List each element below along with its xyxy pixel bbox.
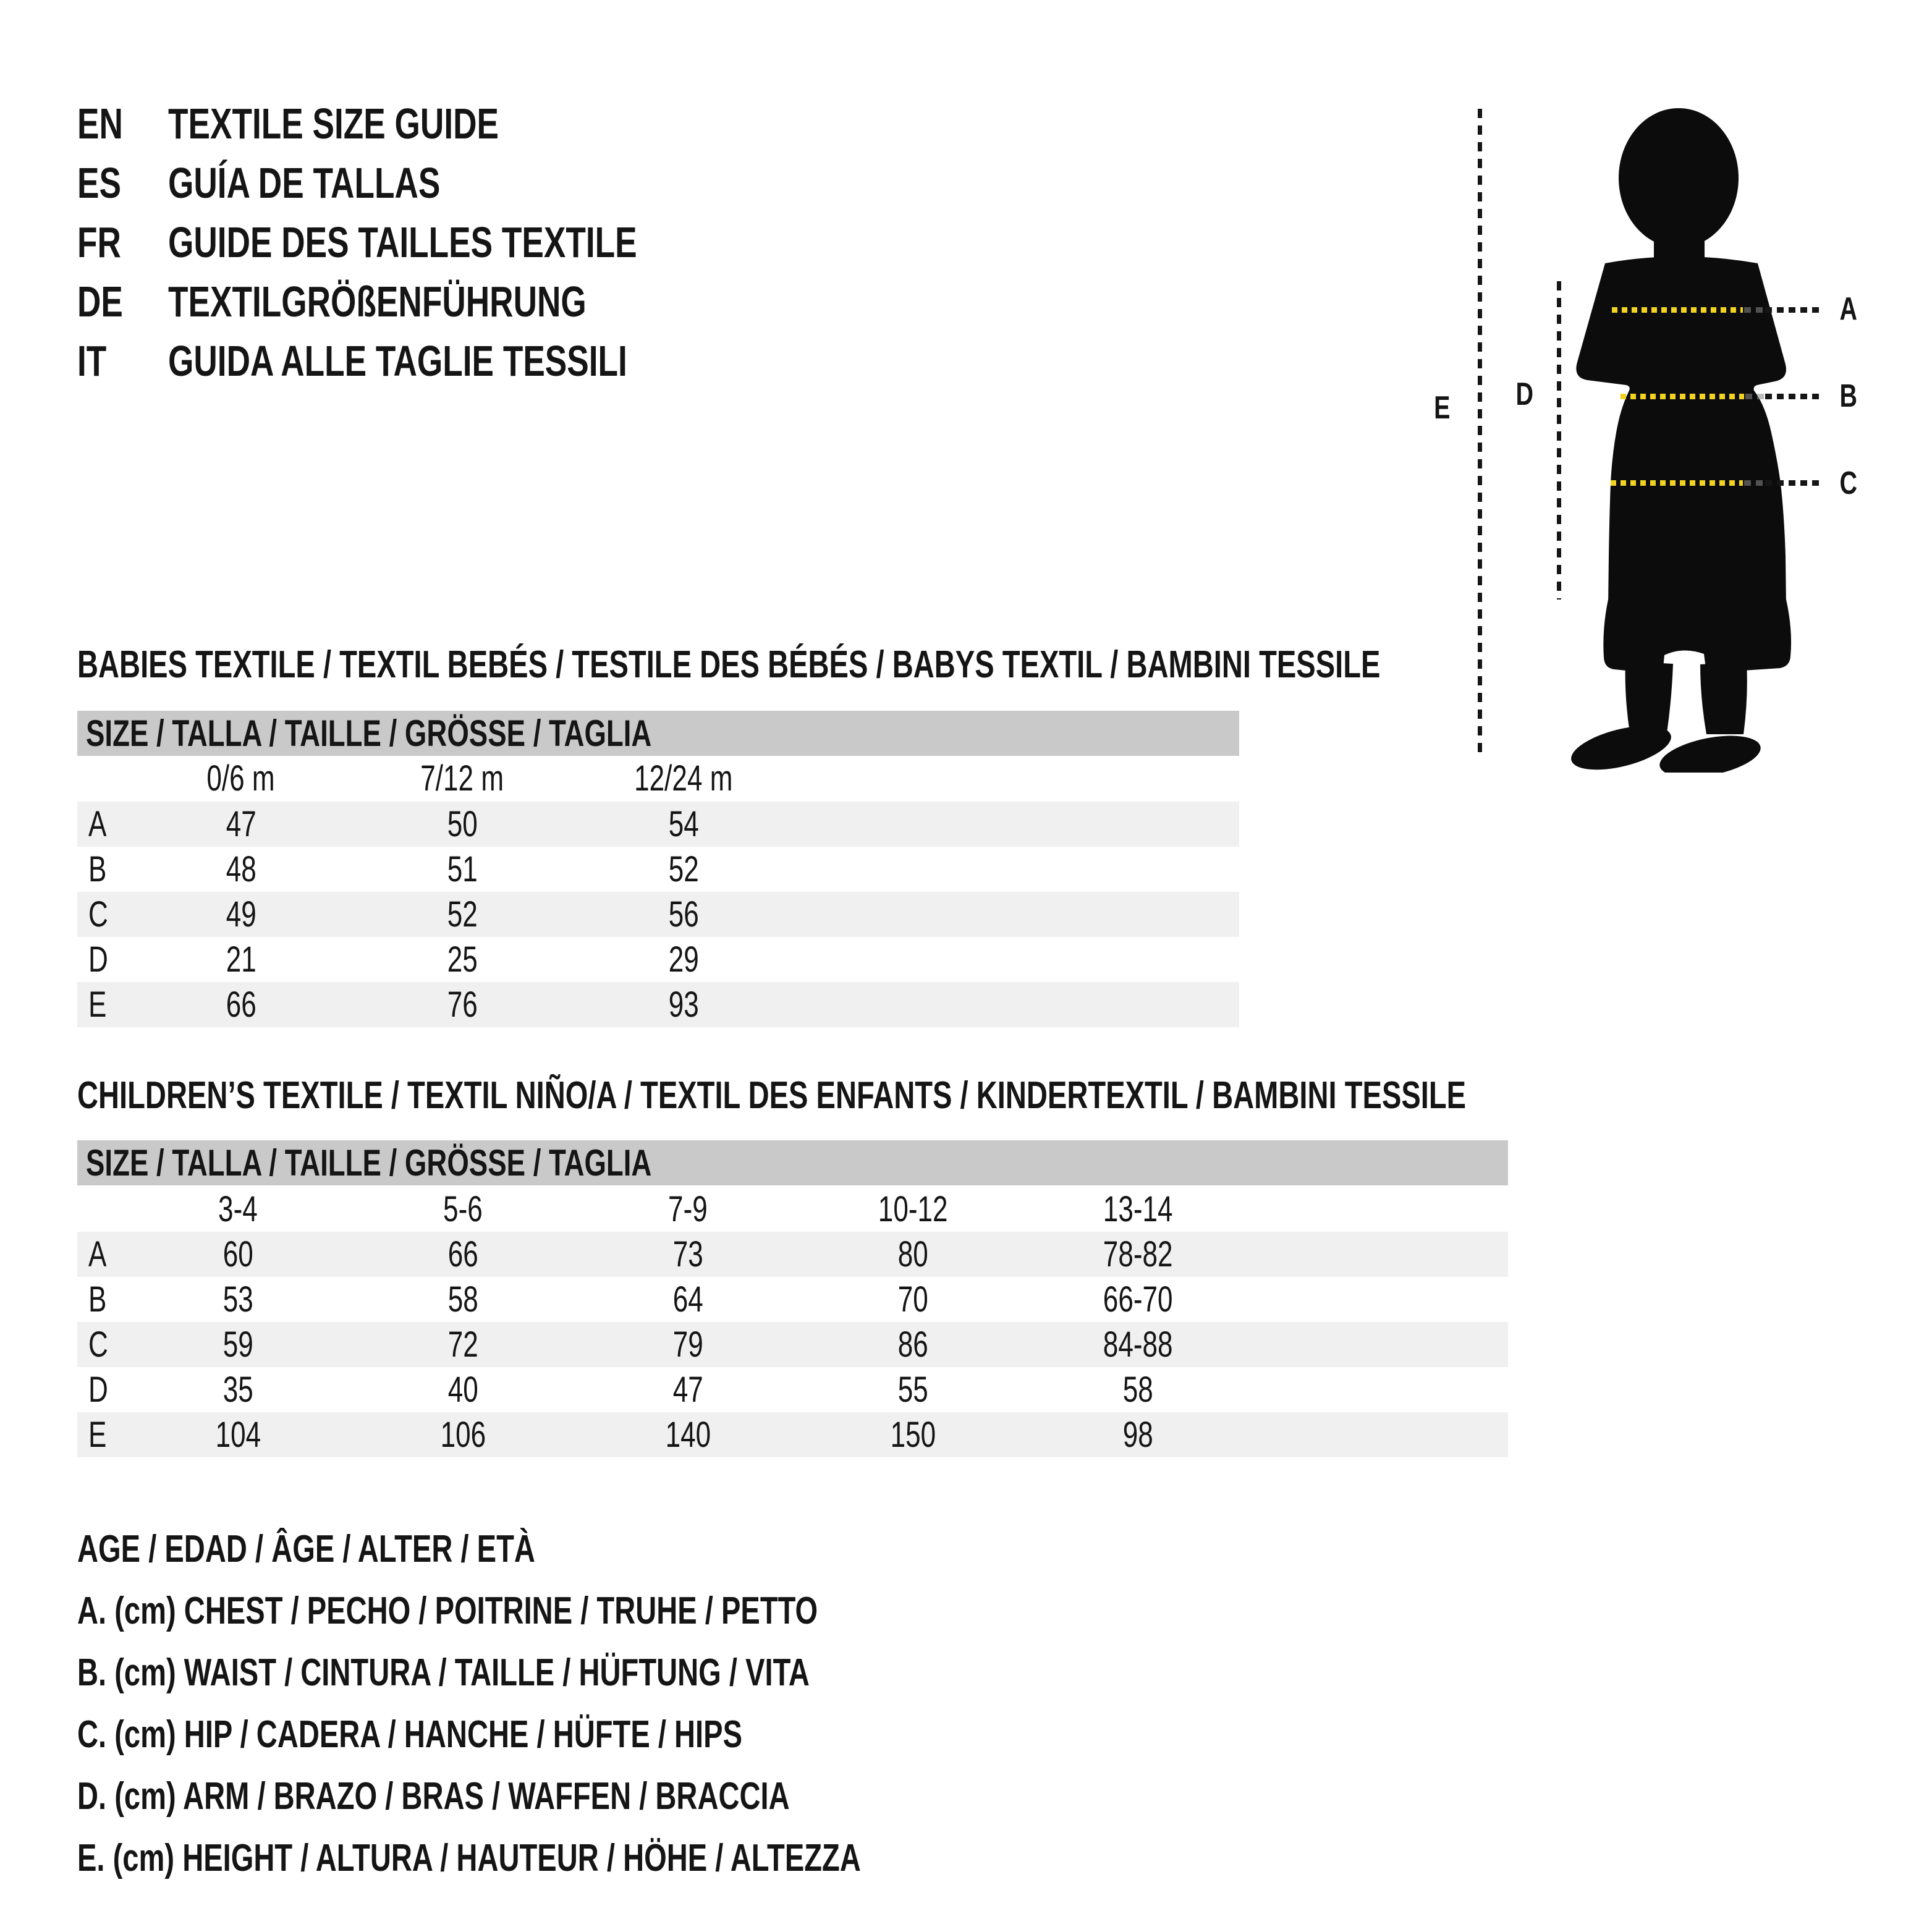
table-row	[77, 892, 1239, 937]
value-cell: 48	[226, 849, 256, 889]
value-cell: 72	[447, 1324, 478, 1365]
value-cell: 21	[226, 939, 256, 980]
value-cell: 52	[668, 849, 699, 889]
value-cell: 51	[447, 849, 478, 889]
column-header: 10-12	[878, 1189, 948, 1229]
marker-e-label: E	[1434, 390, 1451, 426]
language-row	[77, 161, 526, 205]
corner-cell	[77, 1187, 125, 1232]
value-cell: 47	[226, 804, 256, 844]
corner-cell	[77, 756, 130, 801]
language-row	[77, 279, 719, 324]
value-cell: 64	[672, 1279, 703, 1320]
babies-column-header-row	[77, 756, 1239, 801]
babies-section-title: BABIES TEXTILE / TEXTIL BEBÉS / TESTILE DES BÉBÉS / BABYS TEXTIL / BAMBINI TESSILE	[77, 643, 1381, 686]
value-cell: 58	[447, 1279, 478, 1320]
legend-age: AGE / EDAD / ÂGE / ALTER / ETÀ	[77, 1527, 535, 1570]
children-section-title: CHILDREN’S TEXTILE / TEXTIL NIÑO/A / TEXTIL DES ENFANTS / KINDERTEXTIL / BAMBINI TESSILE	[77, 1074, 1467, 1117]
legend-waist: B. (cm) WAIST / CINTURA / TAILLE / HÜFTUNG / VITA	[77, 1651, 810, 1694]
waist-leader-line-b	[1765, 394, 1821, 399]
language-code: EN	[77, 100, 123, 148]
table-row	[77, 1367, 1508, 1412]
legend-arm: D. (cm) ARM / BRAZO / BRAS / WAFFEN / BRACCIA	[77, 1774, 790, 1818]
value-cell: 49	[226, 894, 256, 934]
marker-a-label: A	[1839, 291, 1858, 327]
children-column-header-row	[77, 1187, 1508, 1232]
value-cell: 60	[222, 1234, 253, 1274]
value-cell: 66	[447, 1234, 478, 1274]
value-cell: 93	[668, 985, 699, 1025]
value-cell: 98	[1122, 1415, 1153, 1455]
row-label: B	[88, 849, 107, 889]
waist-measure-line-b-fade	[1745, 394, 1764, 399]
value-cell: 54	[668, 804, 699, 844]
value-cell: 66	[226, 985, 256, 1025]
row-label: D	[88, 1370, 108, 1410]
legend-hip: C. (cm) HIP / CADERA / HANCHE / HÜFTE / HIPS	[77, 1713, 743, 1756]
language-code: ES	[77, 159, 121, 207]
row-label: E	[88, 985, 107, 1025]
language-row	[77, 101, 603, 146]
language-title: GUIDA ALLE TAGLIE TESSILI	[168, 337, 627, 385]
value-cell: 104	[215, 1415, 261, 1455]
column-header: 12/24 m	[634, 758, 733, 799]
column-header: 5-6	[443, 1189, 483, 1229]
value-cell: 35	[222, 1370, 253, 1410]
value-cell: 70	[897, 1279, 928, 1320]
language-title: TEXTILE SIZE GUIDE	[168, 100, 499, 148]
waist-measure-line-b	[1621, 394, 1744, 399]
value-cell: 40	[447, 1370, 478, 1410]
table-row	[77, 937, 1239, 982]
language-title: GUÍA DE TALLAS	[168, 159, 441, 207]
value-cell: 55	[897, 1370, 928, 1410]
value-cell: 76	[447, 985, 478, 1025]
children-size-header-bar: SIZE / TALLA / TAILLE / GRÖSSE / TAGLIA	[77, 1140, 1508, 1185]
table-row	[77, 802, 1239, 847]
language-title: GUIDE DES TAILLES TEXTILE	[168, 218, 637, 266]
value-cell: 47	[672, 1370, 703, 1410]
value-cell: 106	[440, 1415, 486, 1455]
value-cell: 84-88	[1103, 1324, 1173, 1365]
value-cell: 80	[897, 1234, 928, 1274]
value-cell: 25	[447, 939, 478, 980]
column-header: 7/12 m	[420, 758, 504, 799]
row-label: C	[88, 894, 108, 934]
column-header: 3-4	[218, 1189, 258, 1229]
column-header: 7-9	[668, 1189, 708, 1229]
row-label: C	[88, 1324, 108, 1365]
language-row	[77, 339, 772, 383]
marker-c-label: C	[1839, 465, 1858, 501]
value-cell: 29	[668, 939, 699, 980]
row-label: A	[88, 804, 107, 844]
marker-b-label: B	[1839, 378, 1858, 414]
arm-measure-line-d	[1557, 281, 1561, 600]
column-header: 13-14	[1103, 1189, 1173, 1229]
table-row	[77, 1232, 1508, 1277]
table-row	[77, 1277, 1508, 1322]
row-label: E	[88, 1415, 107, 1455]
table-row	[77, 982, 1239, 1027]
hip-leader-line-c	[1765, 480, 1821, 486]
chest-measure-line-a	[1612, 307, 1743, 313]
row-label: A	[88, 1234, 107, 1274]
legend-chest: A. (cm) CHEST / PECHO / POITRINE / TRUHE / PETTO	[77, 1589, 818, 1632]
value-cell: 79	[672, 1324, 703, 1365]
value-cell: 150	[890, 1415, 936, 1455]
language-title: TEXTILGRÖßENFÜHRUNG	[168, 278, 587, 326]
language-code: DE	[77, 278, 123, 326]
row-label: B	[88, 1279, 107, 1320]
row-label: D	[88, 939, 108, 980]
babies-size-header-bar: SIZE / TALLA / TAILLE / GRÖSSE / TAGLIA	[77, 711, 1239, 756]
language-code: FR	[77, 218, 121, 266]
column-header: 0/6 m	[206, 758, 276, 799]
table-row	[77, 1322, 1508, 1367]
hip-measure-line-c-fade	[1744, 480, 1764, 486]
value-cell: 56	[668, 894, 699, 934]
value-cell: 52	[447, 894, 478, 934]
language-row	[77, 220, 785, 265]
value-cell: 66-70	[1103, 1279, 1173, 1320]
value-cell: 73	[672, 1234, 703, 1274]
marker-d-label: D	[1515, 376, 1534, 412]
value-cell: 86	[897, 1324, 928, 1365]
value-cell: 78-82	[1103, 1234, 1173, 1274]
value-cell: 53	[222, 1279, 253, 1320]
legend-height: E. (cm) HEIGHT / ALTURA / HAUTEUR / HÖHE / ALTEZZA	[77, 1836, 861, 1879]
value-cell: 59	[222, 1324, 253, 1365]
chest-leader-line-a	[1765, 307, 1821, 313]
value-cell: 140	[665, 1415, 711, 1455]
hip-measure-line-c	[1611, 480, 1743, 486]
table-row	[77, 1412, 1508, 1457]
language-code: IT	[77, 337, 107, 385]
value-cell: 58	[1122, 1370, 1153, 1410]
chest-measure-line-a-fade	[1744, 307, 1764, 313]
value-cell: 50	[447, 804, 478, 844]
table-row	[77, 847, 1239, 892]
